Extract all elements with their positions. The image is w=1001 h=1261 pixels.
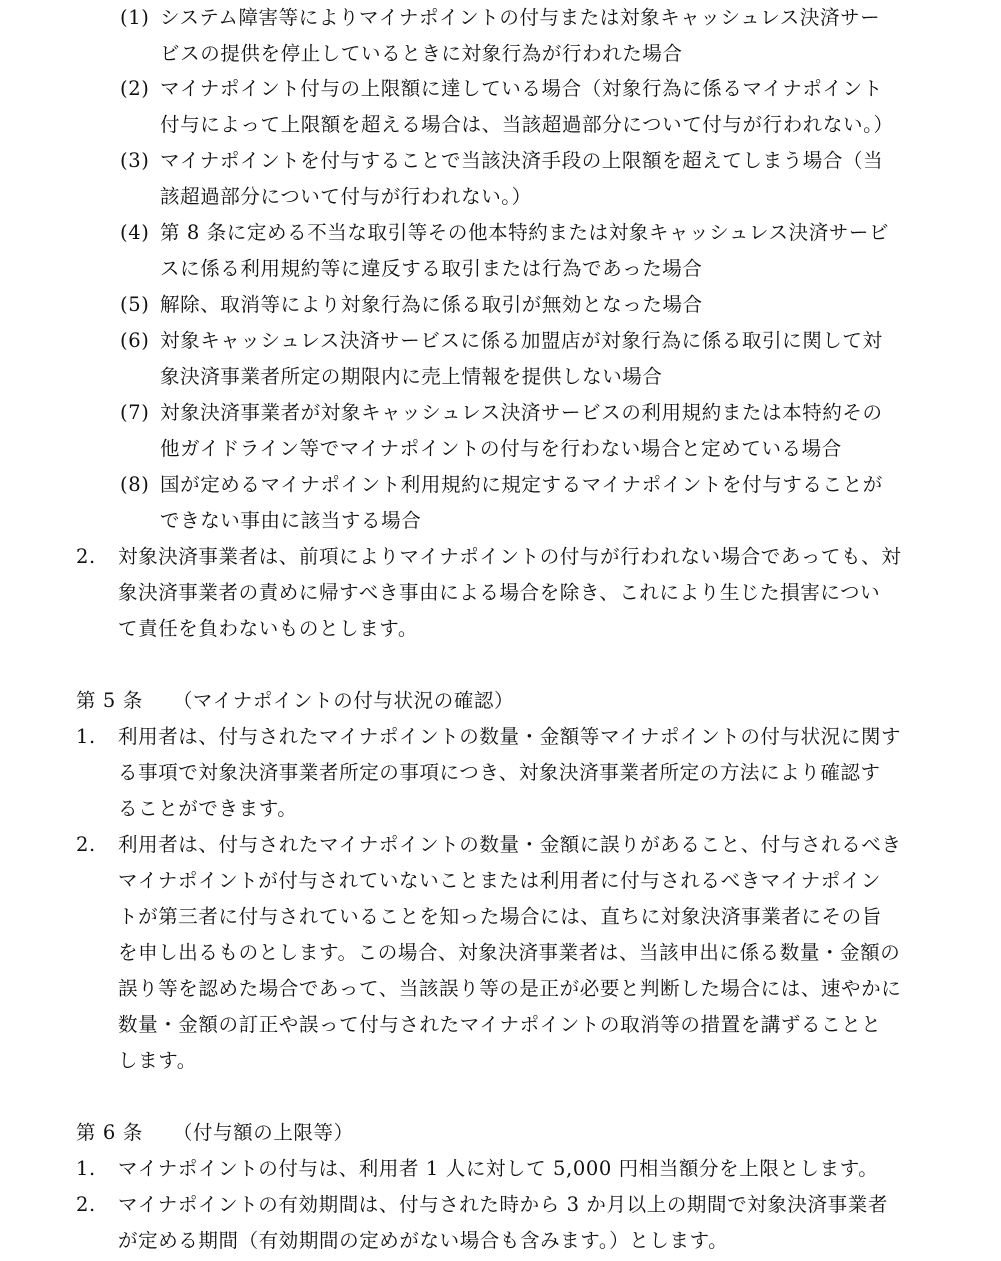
item-text-line: マイナポイントを付与することで当該決済手段の上限額を超えてしまう場合（当 [160,149,884,172]
paragraph-number: 2. [76,833,96,856]
paragraph-text-line: て責任を負わないものとします。 [118,617,418,640]
item-text-line: スに係る利用規約等に違反する取引または行為であった場合 [160,257,703,280]
item-number: (7) [120,401,150,424]
item-text-line: マイナポイント付与の上限額に達している場合（対象行為に係るマイナポイント [160,77,883,100]
paragraph-text-line: を申し出るものとします。この場合、対象決済事業者は、当該申出に係る数量・金額の [118,941,901,964]
paragraph-text-line: トが第三者に付与されていることを知った場合には、直ちに対象決済事業者にその旨 [118,905,882,928]
paragraph-text-line: マイナポイントの付与は、利用者 1 人に対して 5,000 円相当額分を上限とします。 [118,1157,879,1180]
paragraph-text-line: マイナポイントの有効期間は、付与された時から 3 か月以上の期間で対象決済事業者 [118,1193,888,1216]
paragraph-number: 1. [76,1157,96,1180]
item-text-line: できない事由に該当する場合 [160,509,422,532]
item-number: (2) [120,77,150,100]
article-title: （付与額の上限等） [172,1121,354,1144]
article-label: 第 5 条 [76,689,143,712]
paragraph-text-line: 象決済事業者の責めに帰すべき事由による場合を除き、これにより生じた損害につい [118,581,881,604]
paragraph-number: 1. [76,725,96,748]
article-heading [76,1115,354,1151]
article-heading [76,683,514,719]
paragraph-text-line: マイナポイントが付与されていないことまたは利用者に付与されるべきマイナポイン [118,869,882,892]
paragraph-text-line: 誤り等を認めた場合であって、当該誤り等の是正が必要と判断した場合には、速やかに [118,977,902,1000]
paragraph-text-line: します。 [118,1049,197,1072]
paragraph-text-line: ることができます。 [118,797,298,820]
item-number: (4) [120,221,150,244]
item-text-line: 解除、取消等により対象行為に係る取引が無効となった場合 [160,293,703,316]
item-text-line: 付与によって上限額を超える場合は、当該超過部分について付与が行われない。） [160,113,894,136]
item-number: (5) [120,293,150,316]
item-number: (3) [120,149,150,172]
item-text-line: 対象キャッシュレス決済サービスに係る加盟店が対象行為に係る取引に関して対 [160,329,883,352]
paragraph-number: 2. [76,1193,96,1216]
item-number: (8) [120,473,150,496]
article-label: 第 6 条 [76,1121,143,1144]
paragraph-number: 2. [76,545,96,568]
item-number: (6) [120,329,150,352]
item-text-line: 該超過部分について付与が行われない。） [160,185,532,208]
item-text-line: 象決済事業者所定の期限内に売上情報を提供しない場合 [160,365,663,388]
article-title: （マイナポイントの付与状況の確認） [172,689,515,712]
item-number: (1) [120,6,150,29]
paragraph-text-line: 利用者は、付与されたマイナポイントの数量・金額等マイナポイントの付与状況に関す [118,725,902,748]
item-text-line: 国が定めるマイナポイント利用規約に規定するマイナポイントを付与することが [160,473,883,496]
item-text-line: 第 8 条に定める不当な取引等その他本特約または対象キャッシュレス決済サービ [160,221,890,244]
item-text-line: 対象決済事業者が対象キャッシュレス決済サービスの利用規約または本特約その [160,401,883,424]
paragraph-text-line: が定める期間（有効期間の定めがない場合も含みます。）とします。 [118,1229,729,1252]
paragraph-text-line: 対象決済事業者は、前項によりマイナポイントの付与が行われない場合であっても、対 [118,545,902,568]
paragraph-text-line: 数量・金額の訂正や誤って付与されたマイナポイントの取消等の措置を講ずることと [118,1013,882,1036]
paragraph-text-line: る事項で対象決済事業者所定の事項につき、対象決済事業者所定の方法により確認す [118,761,881,784]
item-text-line: ビスの提供を停止しているときに対象行為が行われた場合 [160,42,683,65]
item-text-line: システム障害等によりマイナポイントの付与または対象キャッシュレス決済サー [160,6,881,29]
paragraph-text-line: 利用者は、付与されたマイナポイントの数量・金額に誤りがあること、付与されるべき [118,833,902,856]
item-text-line: 他ガイドライン等でマイナポイントの付与を行わない場合と定めている場合 [160,437,842,460]
